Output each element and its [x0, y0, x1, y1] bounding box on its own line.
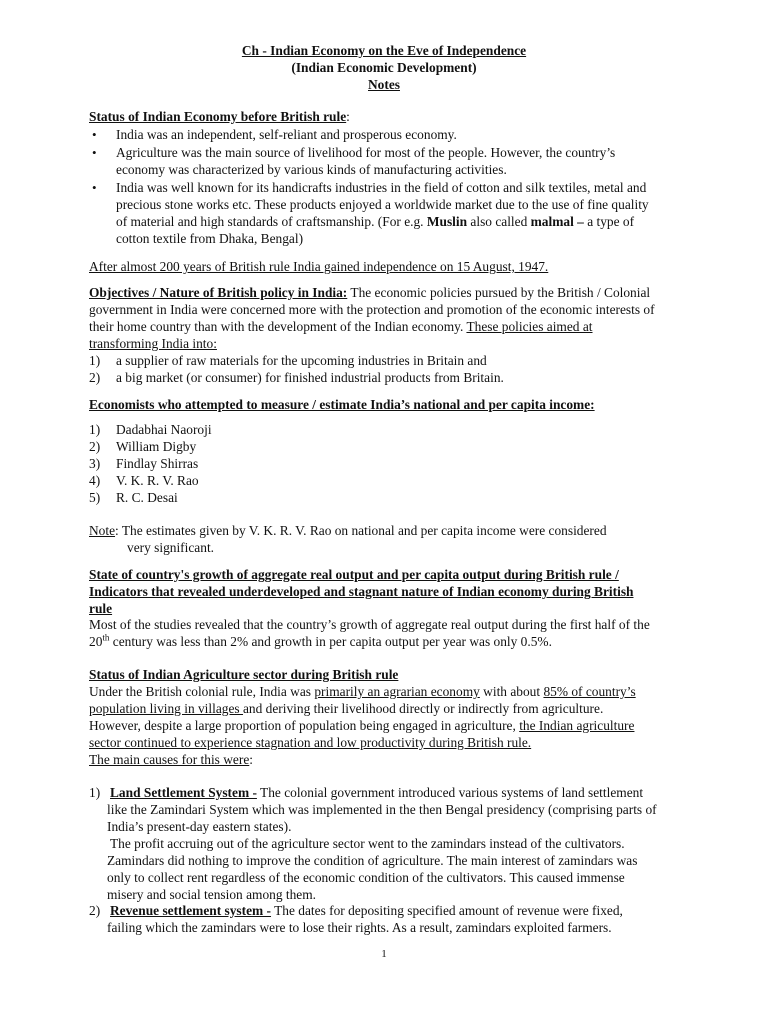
section-heading-economists: Economists who attempted to measure / estimate India’s national and per capita income: [89, 397, 595, 412]
paragraph-line: only to collect rent regardless of the economic condition of the cultivators. This caused immense [107, 870, 625, 885]
list-number: 2) [89, 370, 101, 385]
bullet-text: precious stone works etc. These products enjoyed a worldwide market due to the use of fine quality [116, 197, 649, 212]
bullet-icon: • [92, 180, 97, 195]
note-line: Note: The estimates given by V. K. R. V. Rao on national and per capita income were considered [89, 523, 607, 538]
list-number: 3) [89, 456, 101, 471]
list-number: 1) [89, 353, 101, 368]
paragraph-line: India’s present-day eastern states). [107, 819, 292, 834]
paragraph-line: misery and social tension among them. [107, 887, 316, 902]
cause-land-settlement: Land Settlement System - The colonial government introduced various systems of land settlement [110, 785, 644, 800]
bullet-icon: • [92, 127, 97, 142]
paragraph-line: Zamindars did nothing to improve the condition of agriculture. The main interest of zamindars was [107, 853, 638, 868]
paragraph-line: population living in villages and deriving their livelihood directly or indirectly from agriculture. [89, 701, 604, 716]
note-label: Note [89, 523, 116, 538]
document-notes-label: Notes [368, 77, 400, 92]
bullet-text: economy was characterized by various kinds of manufacturing activities. [116, 162, 507, 177]
section-heading-objectives: Objectives / Nature of British policy in India: [89, 285, 348, 300]
section-objectives-line: Objectives / Nature of British policy in India: The economic policies pursued by the British / Colonial [89, 285, 651, 300]
bullet-text: cotton textile from Dhaka, Bengal) [116, 231, 304, 246]
paragraph-line: The main causes for this were: [89, 752, 253, 767]
paragraph-line: However, despite a large proportion of population being engaged in agriculture, the Indian agriculture [89, 718, 635, 733]
independence-statement: After almost 200 years of British rule India gained independence on 15 August, 1947. [89, 259, 549, 274]
paragraph-line: government in India were concerned more with the protection and promotion of the economic interests of [89, 302, 655, 317]
bullet-text: India was an independent, self-reliant and prosperous economy. [116, 127, 457, 142]
cause-revenue-settlement: Revenue settlement system - The dates for depositing specified amount of revenue were fixed, [110, 903, 623, 918]
section-heading-growth: Indicators that revealed underdeveloped and stagnant nature of Indian economy during British [89, 584, 634, 599]
paragraph-line: 20th century was less than 2% and growth in per capita output per year was only 0.5%. [89, 632, 552, 649]
section-heading-agriculture: Status of Indian Agriculture sector during British rule [89, 667, 399, 682]
section-heading-growth: rule [89, 601, 113, 616]
bullet-icon: • [92, 145, 97, 160]
list-number: 2) [89, 903, 101, 918]
paragraph-line: The profit accruing out of the agriculture sector went to the zamindars instead of the cultivators. [110, 836, 625, 851]
list-item: a big market (or consumer) for finished industrial products from Britain. [116, 370, 504, 385]
paragraph-line: their home country than with the development of the Indian economy. These policies aimed at [89, 319, 593, 334]
section-heading-growth: State of country's growth of aggregate real output and per capita output during British rule / [89, 567, 619, 582]
bullet-text: Agriculture was the main source of livelihood for most of the people. However, the country’s [116, 145, 616, 160]
list-item: William Digby [116, 439, 197, 454]
list-item: Dadabhai Naoroji [116, 422, 212, 437]
list-item: V. K. R. V. Rao [116, 473, 199, 488]
list-number: 1) [89, 422, 101, 437]
page-number: 1 [381, 948, 387, 960]
list-item: a supplier of raw materials for the upcoming industries in Britain and [116, 353, 487, 368]
list-number: 4) [89, 473, 101, 488]
paragraph-line: sector continued to experience stagnation and low productivity during British rule. [89, 735, 532, 750]
paragraph-line: Under the British colonial rule, India was primarily an agrarian economy with about 85% of country’s [89, 684, 636, 699]
list-item: R. C. Desai [116, 490, 178, 505]
paragraph-line: transforming India into: [89, 336, 217, 351]
bullet-text: India was well known for its handicrafts industries in the field of cotton and silk textiles, metal and [116, 180, 647, 195]
list-number: 2) [89, 439, 101, 454]
list-item: Findlay Shirras [116, 456, 199, 471]
paragraph-line: failing which the zamindars were to lose their rights. As a result, zamindars exploited farmers. [107, 920, 612, 935]
list-number: 1) [89, 785, 101, 800]
note-line: very significant. [127, 540, 215, 555]
paragraph-line: Most of the studies revealed that the country’s growth of aggregate real output during the first half of the [89, 617, 650, 632]
bullet-text: of material and high standards of craftsmanship. (For e.g. Muslin also called malmal – a type of [116, 214, 635, 229]
document-subtitle: (Indian Economic Development) [291, 60, 477, 75]
paragraph-line: like the Zamindari System which was implemented in the then Bengal presidency (comprising parts of [107, 802, 657, 817]
document-title: Ch - Indian Economy on the Eve of Independence [241, 43, 527, 58]
list-number: 5) [89, 490, 101, 505]
section-heading-status-before-british: Status of Indian Economy before British rule: [89, 109, 350, 124]
